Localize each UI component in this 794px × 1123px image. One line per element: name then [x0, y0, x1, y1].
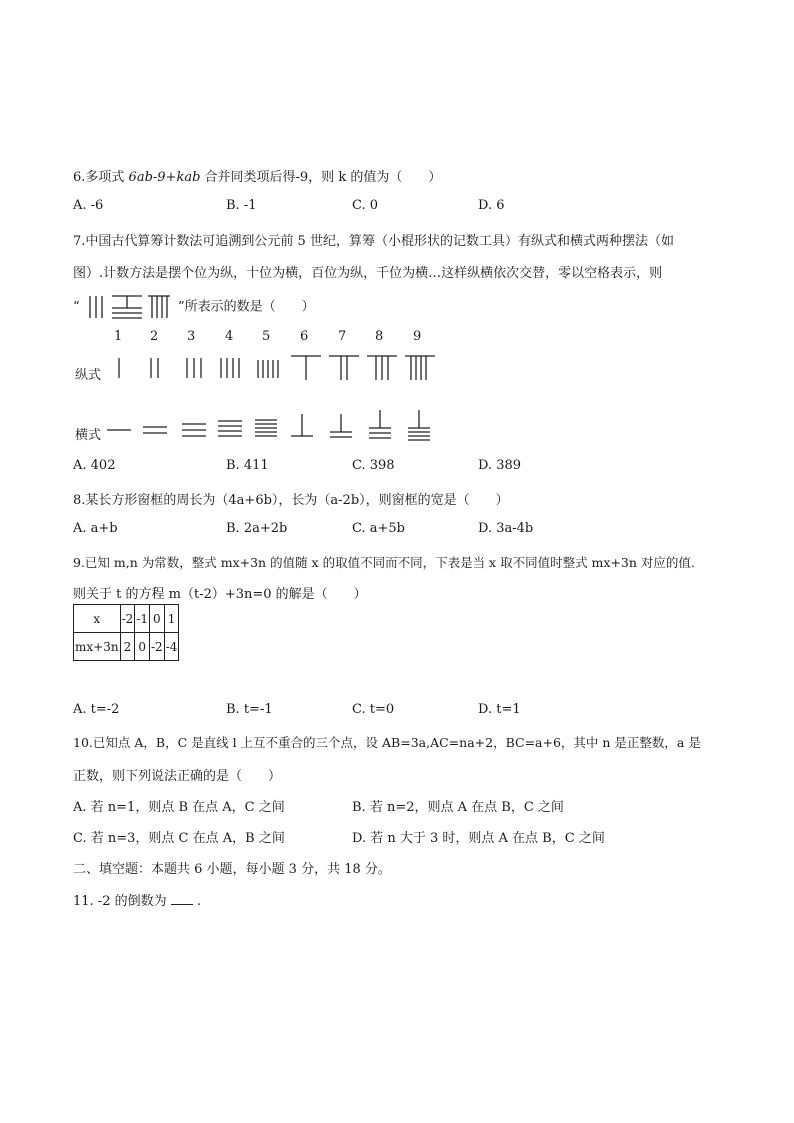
- digit-label: 8: [375, 329, 384, 344]
- q6-option-a: A. -6: [73, 198, 104, 213]
- table-header-cell: x: [74, 605, 121, 633]
- values-table: [73, 604, 179, 661]
- vertical-style-label: 纵式: [75, 368, 102, 383]
- table-row: [74, 633, 179, 661]
- table-cell: -2: [120, 605, 135, 633]
- q6-option-c: C. 0: [352, 198, 379, 213]
- digit-label: 2: [150, 329, 159, 344]
- question-7-line-1: 7.中国古代算筹计数法可追溯到公元前 5 世纪，算筹（小棍形状的记数工具）有纵式和横式两种摆法（如: [73, 234, 674, 249]
- q9-option-c: C. t=0: [352, 702, 395, 717]
- table-cell: 0: [149, 605, 164, 633]
- section-heading: 二、填空题：本题共 6 小题，每小题 3 分，共 18 分。: [73, 862, 391, 877]
- table-cell: -4: [164, 633, 179, 661]
- question-10-line-2: 正数，则下列说法正确的是（ ）: [73, 769, 282, 784]
- question-8-stem: 8.某长方形窗框的周长为（4a+6b），长为（a-2b），则窗框的宽是（ ）: [73, 493, 509, 508]
- table-cell: -1: [135, 605, 150, 633]
- answer-blank: [171, 894, 193, 905]
- q7-option-b: B. 411: [226, 458, 269, 473]
- q8-option-c: C. a+5b: [352, 521, 405, 536]
- question-9-line-1: 9.已知 m,n 为常数，整式 mx+3n 的值随 x 的取值不同而不同，下表是当 x 取不同值时整式 mx+3n 对应的值.: [73, 555, 695, 570]
- q7-option-a: A. 402: [73, 458, 116, 473]
- digit-label: 4: [225, 329, 234, 344]
- digit-label: 3: [187, 329, 196, 344]
- question-7-line-2: 图）.计数方法是摆个位为纵，十位为横，百位为纵，千位为横…这样纵横依次交替，零以空格表示，则: [73, 266, 663, 281]
- q9-option-a: A. t=-2: [73, 702, 120, 717]
- q7-option-d: D. 389: [478, 458, 522, 473]
- table-cell: 0: [135, 633, 150, 661]
- q9-option-b: B. t=-1: [226, 702, 273, 717]
- digit-label: 6: [300, 329, 309, 344]
- vertical-counting-rods-diagram: [105, 352, 445, 384]
- question-10-line-1: 10.已知点 A，B，C 是直线 l 上互不重合的三个点，设 AB=3a,AC=na+2，BC=a+6，其中 n 是正整数，a 是: [73, 735, 701, 750]
- q10-option-c: C. 若 n=3，则点 C 在点 A，B 之间: [73, 831, 285, 846]
- digit-label: 9: [413, 329, 422, 344]
- q10-option-b: B. 若 n=2，则点 A 在点 B，C 之间: [352, 800, 564, 815]
- question-9-line-2: 则关于 t 的方程 m（t-2）+3n=0 的解是（ ）: [73, 587, 367, 602]
- q9-option-d: D. t=1: [478, 702, 521, 717]
- q10-option-d: D. 若 n 大于 3 时，则点 A 在点 B，C 之间: [352, 831, 605, 846]
- q8-option-d: D. 3a-4b: [478, 521, 534, 536]
- horizontal-style-label: 横式: [75, 428, 102, 443]
- question-6-stem: 6.多项式 6ab-9+kab 合并同类项后得-9，则 k 的值为（ ）: [73, 170, 442, 185]
- question-7-line-3: “ ”所表示的数是（ ）: [73, 294, 315, 320]
- q6-option-d: D. 6: [478, 198, 505, 213]
- q8-option-b: B. 2a+2b: [226, 521, 288, 536]
- digit-label: 5: [262, 329, 271, 344]
- horizontal-counting-rods-diagram: [105, 408, 445, 448]
- table-header-cell: mx+3n: [74, 633, 121, 661]
- question-11-stem: 11. -2 的倒数为 .: [73, 894, 202, 909]
- digit-label: 7: [338, 329, 347, 344]
- table-cell: 1: [164, 605, 179, 633]
- q8-option-a: A. a+b: [73, 521, 118, 536]
- q7-option-c: C. 398: [352, 458, 395, 473]
- q6-option-b: B. -1: [226, 198, 257, 213]
- digit-label: 1: [114, 329, 123, 344]
- q10-option-a: A. 若 n=1，则点 B 在点 A，C 之间: [73, 800, 285, 815]
- table-cell: -2: [149, 633, 164, 661]
- table-row: [74, 605, 179, 633]
- table-cell: 2: [120, 633, 135, 661]
- counting-rods-number-figure: [86, 294, 172, 320]
